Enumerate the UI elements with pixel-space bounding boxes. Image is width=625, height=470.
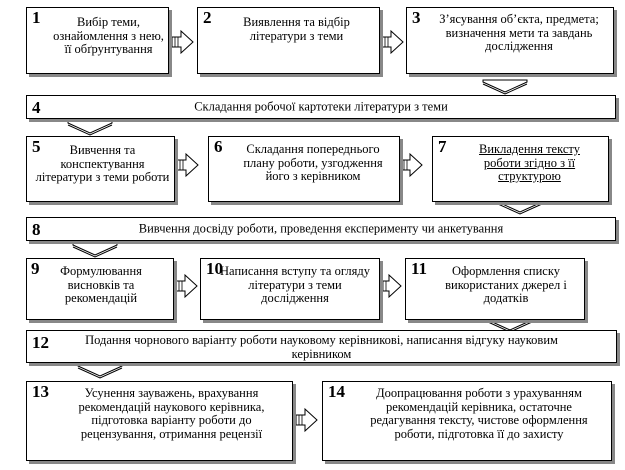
step-text: Подання чорнового варіанту роботи науковому керівникові, написання відгуку науковим керівником [85,333,558,361]
step-10-box [200,258,380,320]
step-number: 12 [32,333,49,352]
step-number: 7 [438,137,447,156]
step-text: Оформлення списку використаних джерел і додатків [445,264,567,305]
step-8-box [26,217,616,241]
step-11-box [405,258,585,320]
step-text: Виявлення та відбір літератури з теми [243,15,350,43]
step-6-box [208,136,400,202]
step-text: Викладення тексту роботи згідно з її структурою [479,142,580,183]
step-14-box [322,381,612,461]
step-number: 2 [203,8,212,27]
arrow-5-6 [177,154,198,176]
step-number: 5 [32,137,41,156]
step-number: 6 [214,137,223,156]
step-text: Складання робочої картотеки літератури з теми [194,99,448,114]
arrow-7-8 [498,200,542,214]
step-text: Вивчення та конспектування літератури з теми роботи [35,143,170,184]
arrow-8-9 [73,243,117,257]
step-text: Формулювання висновків та рекомендацій [60,264,142,305]
step-number: 9 [31,259,40,278]
step-number: 4 [32,98,41,117]
step-7-box [432,136,609,202]
arrow-12-13 [78,364,122,378]
arrow-9-10 [176,275,197,297]
step-number: 10 [206,259,223,278]
step-13-box [26,381,293,461]
arrow-2-3 [382,31,403,53]
step-number: 14 [328,382,345,401]
arrow-10-11 [380,275,401,297]
step-1-box [26,7,169,74]
step-5-box [26,136,175,202]
arrow-3-4 [483,80,527,94]
step-number: 1 [32,8,41,27]
step-12-box [26,330,617,363]
arrow-1-2 [172,31,193,53]
step-number: 11 [411,259,428,278]
step-text: Усунення зауважень, врахування рекомендацій наукового керівника, підготовка варіанту роботи до рецензування, отримання рецензії [78,386,265,441]
step-text: Вибір теми, ознайомлення з нею, її обґрунтування [53,15,164,56]
step-number: 13 [32,382,49,401]
arrow-13-14 [296,409,317,431]
step-number: 8 [32,220,41,239]
step-text: З’ясування об’єкта, предмета; визначення мети та завдань дослідження [439,12,599,53]
step-text: Складання попереднього плану роботи, узгодження його з керівником [243,142,383,183]
step-text: Доопрацювання роботи з урахуванням рекомендацій керівника, остаточне редагування тексту, чистове оформлення роботи, підготовка її до захисту [370,386,588,441]
step-3-box [406,7,614,74]
step-number: 3 [412,8,421,27]
arrow-4-5 [68,121,112,135]
step-2-box [197,7,380,74]
step-text: Написання вступу та огляду літератури з теми дослідження [220,264,370,305]
step-text: Вивчення досвіду роботи, проведення експерименту чи анкетування [138,221,504,236]
arrow-6-7 [401,154,422,176]
step-9-box [26,258,174,320]
step-4-box [26,95,616,119]
